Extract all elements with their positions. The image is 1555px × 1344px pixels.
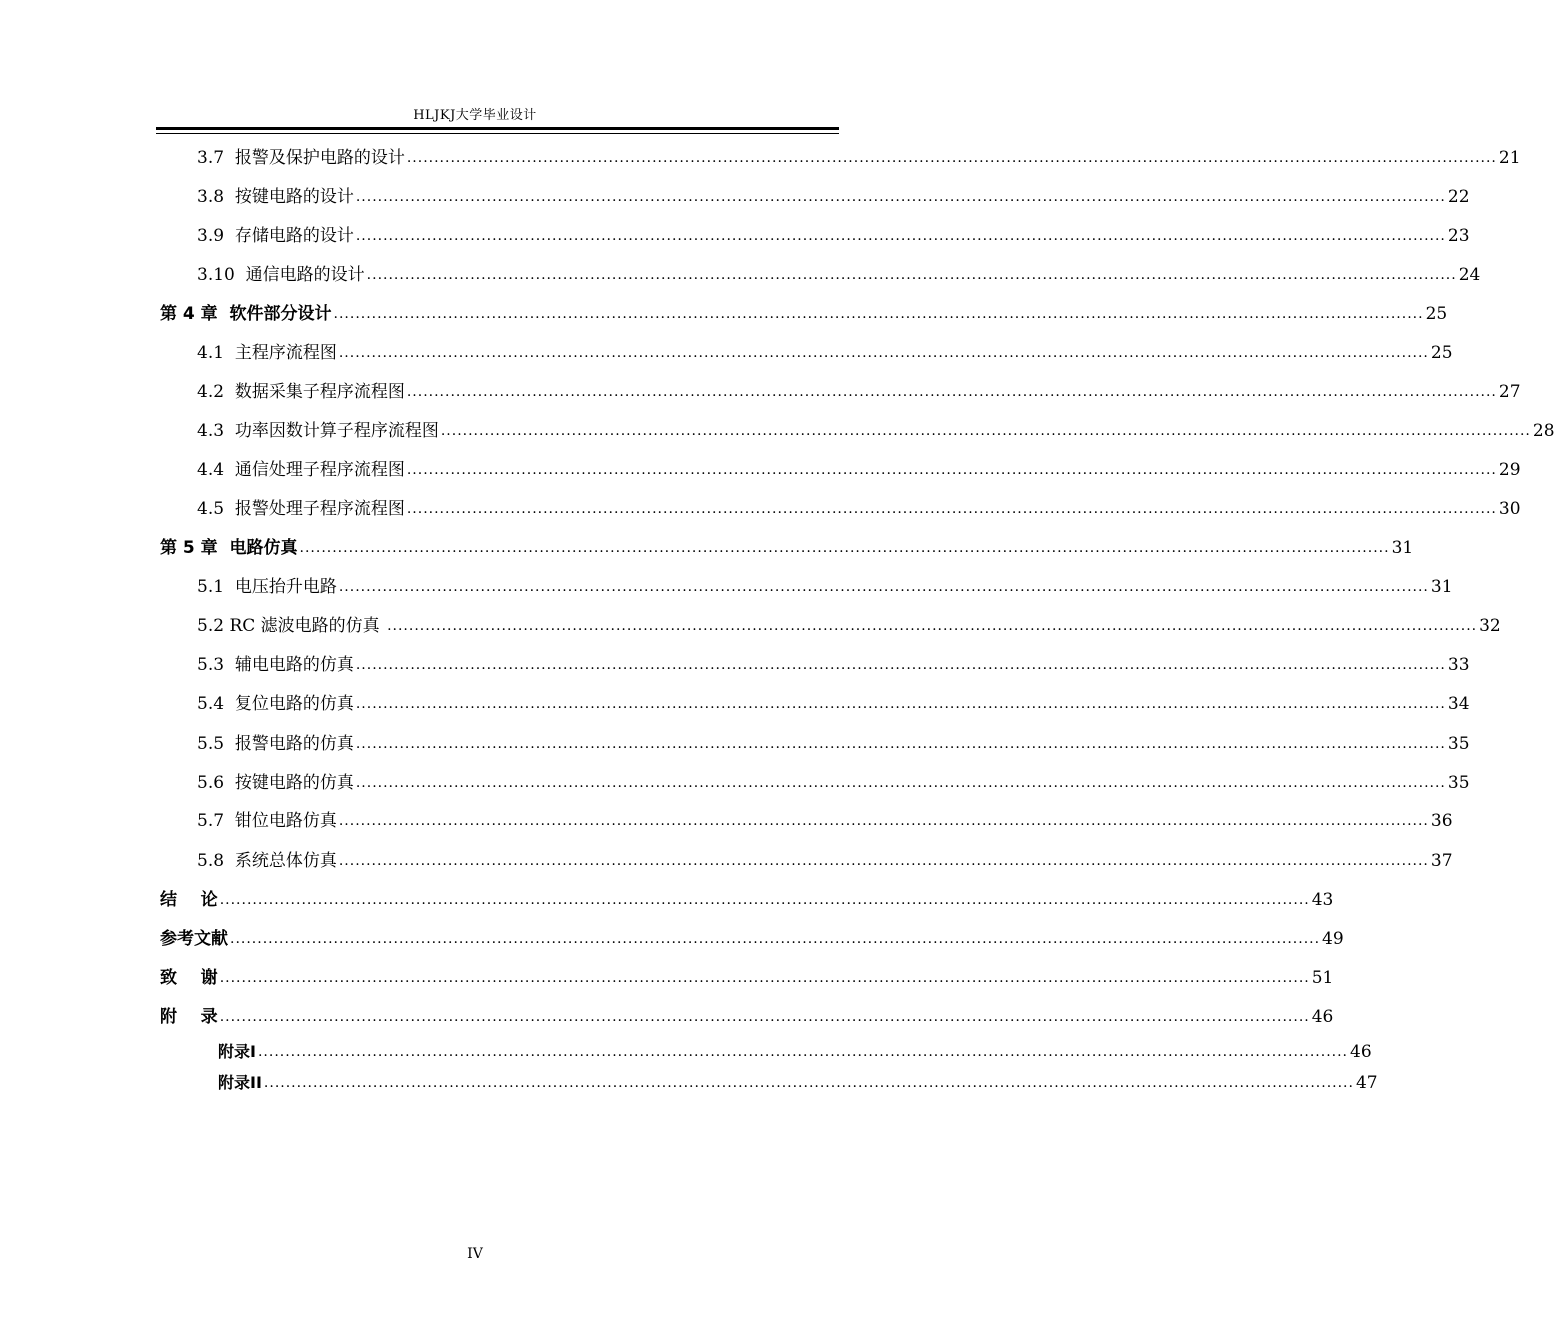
toc-entry[interactable] [197,377,1521,403]
toc-entry[interactable] [218,1068,1378,1094]
toc-entry-page: 49 [1322,929,1344,949]
toc-entry-page: 25 [1425,304,1448,324]
toc-entry-page: 31 [1391,538,1414,558]
toc-leader-dots: ........................................................................................................................................................................................................ [219,970,1310,986]
toc-entry[interactable] [197,768,1470,794]
toc-entry[interactable] [197,572,1453,598]
toc-leader-dots: ........................................................................................................................................................................................................ [338,579,1429,595]
toc-entry-page: 21 [1498,148,1521,168]
toc-entry[interactable] [197,806,1453,832]
toc-leader-dots: ........................................................................................................................................................................................................ [406,501,1497,517]
toc-entry-page: 23 [1447,226,1470,246]
toc-entry-title: 第 5 章 电路仿真 [160,538,298,558]
toc-entry-title: 附录I [218,1042,256,1061]
toc-leader-dots: ........................................................................................................................................................................................................ [338,345,1429,361]
toc-entry-title: 5.3 辅电电路的仿真 [197,655,354,675]
toc-entry-page: 25 [1430,343,1453,363]
toc-entry-title: 3.8 按键电路的设计 [197,187,354,207]
toc-entry-title: 5.7 钳位电路仿真 [197,811,337,831]
toc-entry-page: 32 [1479,616,1501,636]
toc-leader-dots: ........................................................................................................................................................................................................ [355,736,1446,752]
toc-entry[interactable] [160,885,1334,911]
toc-entry-page: 30 [1498,499,1521,519]
toc-leader-dots: ........................................................................................................................................................................................................ [387,618,1478,634]
toc-entry-title: 第 4 章 软件部分设计 [160,304,332,324]
toc-leader-dots: ........................................................................................................................................................................................................ [219,1009,1310,1025]
toc-leader-dots: ........................................................................................................................................................................................................ [355,228,1446,244]
toc-entry-page: 22 [1447,187,1470,207]
toc-entry[interactable] [160,299,1448,325]
toc-leader-dots: ........................................................................................................................................................................................................ [406,462,1497,478]
page-number: IV [467,1246,483,1262]
toc-leader-dots: ........................................................................................................................................................................................................ [338,853,1429,869]
toc-entry-page: 34 [1447,694,1470,714]
toc-entry-title: 致 谢 [160,968,218,988]
toc-leader-dots: ........................................................................................................................................................................................................ [219,892,1310,908]
toc-entry-title: 4.2 数据采集子程序流程图 [197,382,405,402]
toc-leader-dots: ........................................................................................................................................................................................................ [355,189,1446,205]
toc-entry[interactable] [197,182,1470,208]
toc-leader-dots: ........................................................................................................................................................................................................ [440,423,1531,439]
toc-entry[interactable] [197,729,1470,755]
page-header-title: HLJKJ大学毕业设计 [413,108,537,123]
toc-entry[interactable] [160,963,1334,989]
toc-entry-page: 47 [1355,1073,1378,1093]
toc-leader-dots: ........................................................................................................................................................................................................ [333,306,1424,322]
toc-entry[interactable] [197,143,1521,169]
toc-leader-dots: ........................................................................................................................................................................................................ [406,150,1497,166]
toc-leader-dots: ........................................................................................................................................................................................................ [355,696,1446,712]
toc-entry[interactable] [197,416,1555,442]
toc-entry[interactable] [197,650,1470,676]
toc-entry-title: 附 录 [160,1007,218,1027]
toc-leader-dots: ........................................................................................................................................................................................................ [263,1075,1354,1091]
toc-entry-page: 27 [1498,382,1521,402]
toc-entry-title: 4.3 功率因数计算子程序流程图 [197,421,439,441]
toc-entry[interactable] [160,533,1414,559]
toc-entry-page: 28 [1532,421,1555,441]
toc-entry-page: 36 [1430,811,1453,831]
toc-entry-title: 结 论 [160,890,218,910]
toc-entry-title: 5.2 RC 滤波电路的仿真 [197,616,386,636]
toc-entry-page: 24 [1458,265,1481,285]
toc-entry-title: 参考文献 [160,929,228,949]
toc-entry-page: 29 [1498,460,1521,480]
toc-leader-dots: ........................................................................................................................................................................................................ [355,775,1446,791]
toc-entry[interactable] [218,1037,1372,1063]
toc-entry[interactable] [197,338,1453,364]
toc-entry-title: 5.5 报警电路的仿真 [197,734,354,754]
toc-entry-title: 3.10 通信电路的设计 [197,265,365,285]
toc-entry-page: 51 [1311,968,1334,988]
toc-entry-title: 3.9 存储电路的设计 [197,226,354,246]
toc-entry[interactable] [197,689,1470,715]
toc-entry[interactable] [197,846,1453,872]
toc-entry-title: 5.1 电压抬升电路 [197,577,337,597]
toc-entry-title: 5.4 复位电路的仿真 [197,694,354,714]
toc-entry-page: 46 [1350,1042,1372,1062]
toc-entry-page: 31 [1430,577,1453,597]
toc-leader-dots: ........................................................................................................................................................................................................ [406,384,1497,400]
toc-entry-title: 附录II [218,1073,262,1092]
toc-entry[interactable] [160,924,1344,950]
toc-leader-dots: ........................................................................................................................................................................................................ [366,267,1457,283]
toc-entry[interactable] [197,611,1501,637]
toc-entry[interactable] [197,455,1521,481]
toc-entry-title: 3.7 报警及保护电路的设计 [197,148,405,168]
toc-entry-title: 5.6 按键电路的仿真 [197,773,354,793]
toc-leader-dots: ........................................................................................................................................................................................................ [230,931,1321,947]
toc-entry-title: 4.5 报警处理子程序流程图 [197,499,405,519]
toc-entry[interactable] [160,1002,1334,1028]
toc-entry[interactable] [197,260,1481,286]
toc-entry-page: 37 [1430,851,1453,871]
toc-entry-page: 33 [1447,655,1470,675]
toc-entry-page: 43 [1311,890,1334,910]
toc-entry[interactable] [197,494,1521,520]
header-rule-thin [156,133,839,134]
header-rule-thick [156,127,839,130]
toc-entry-page: 46 [1311,1007,1334,1027]
toc-leader-dots: ........................................................................................................................................................................................................ [355,657,1446,673]
toc-entry-title: 5.8 系统总体仿真 [197,851,337,871]
toc-entry-page: 35 [1447,773,1470,793]
toc-leader-dots: ........................................................................................................................................................................................................ [299,540,1390,556]
toc-entry-title: 4.1 主程序流程图 [197,343,337,363]
toc-entry-page: 35 [1447,734,1470,754]
toc-leader-dots: ........................................................................................................................................................................................................ [257,1044,1349,1060]
toc-leader-dots: ........................................................................................................................................................................................................ [338,813,1429,829]
toc-entry-title: 4.4 通信处理子程序流程图 [197,460,405,480]
toc-entry[interactable] [197,221,1470,247]
